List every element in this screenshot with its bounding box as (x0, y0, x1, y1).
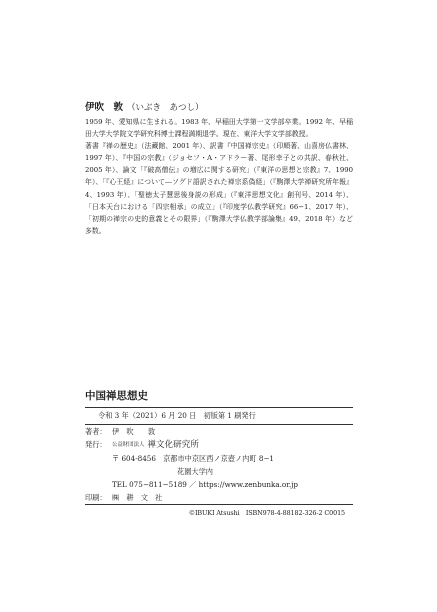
author-bio-body (85, 116, 353, 237)
author-bio (85, 99, 353, 237)
publisher-block (112, 438, 353, 491)
printer-label: 印刷： (85, 493, 107, 502)
author-name-reading: （いぶき あつし） (127, 103, 204, 113)
colophon-author-name: 伊 吹 敦 (112, 427, 156, 436)
author-label: 著者： (85, 427, 107, 436)
publisher-row (85, 438, 353, 491)
publication-date: 令和 3 年（2021）6 月 20 日 初版第 1 刷発行 (98, 411, 256, 420)
publisher-label: 発行： (85, 440, 107, 449)
publisher-tag: 公益財団法人 (112, 442, 145, 448)
author-row (85, 425, 353, 438)
colophon-bottom-rule (85, 504, 353, 505)
address-line: 〒 604-8456 京都市中京区西ノ京壺ノ内町 8−1 (112, 454, 274, 463)
printer-row (85, 491, 353, 504)
bio-paragraph-career: 1959 年、愛知県に生まれる。1983 年、早稲田大学第一文学部卒業。1992 年、早稲田大学大学院文学研究科博士課程満期退学。現在、東洋大学文学部教授。 (85, 118, 353, 139)
printer-name: ㈱ 耕 文 社 (112, 493, 163, 502)
contact-line: TEL 075−811−5189 ／ https://www.zenbunka.or.jp (112, 480, 299, 489)
bio-paragraph-works: 著書『禅の歴史』（法藏館、2001 年）、訳書『中国禅宗史』（印順著、山喜房仏書林、1997 年）、『中国の宗教』（ジョセフ・A・アドラー著、尾形幸子との共訳、春秋社、2005 年）、論文「『破高僧伝』の増広に関する研究」（『東洋の思想と宗教』7、1990 年）、「『心王経』について―ソグド語訳された禅宗系偽経」（『駒澤大学禅研究所年報』4、1993 年）、「聖徳太子慧思後身説の形成」（『東洋思想文化』創刊号、2014 年）、「日本天台における「四宗相承」の成立」（『印度学仏教学研究』66−1、2017 年）、「初期の禅宗の史的意義とその限界」（『駒澤大学仏教学部論集』49、2018 年）など多数。 (85, 142, 353, 235)
publisher-name: 禅文化研究所 (147, 440, 199, 450)
publisher-line (112, 438, 353, 452)
book-title: 中国禅思想史 (85, 390, 148, 402)
colophon (85, 388, 353, 517)
colophon-top-rule (85, 407, 353, 408)
address-line: 花園大学内 (177, 467, 213, 476)
author-name: 伊吹 敦 (85, 102, 124, 113)
author-bio-heading (85, 99, 353, 113)
copyright-isbn: ©IBUKI Atsushi ISBN978-4-88182-326-2 C0015 (188, 509, 345, 517)
